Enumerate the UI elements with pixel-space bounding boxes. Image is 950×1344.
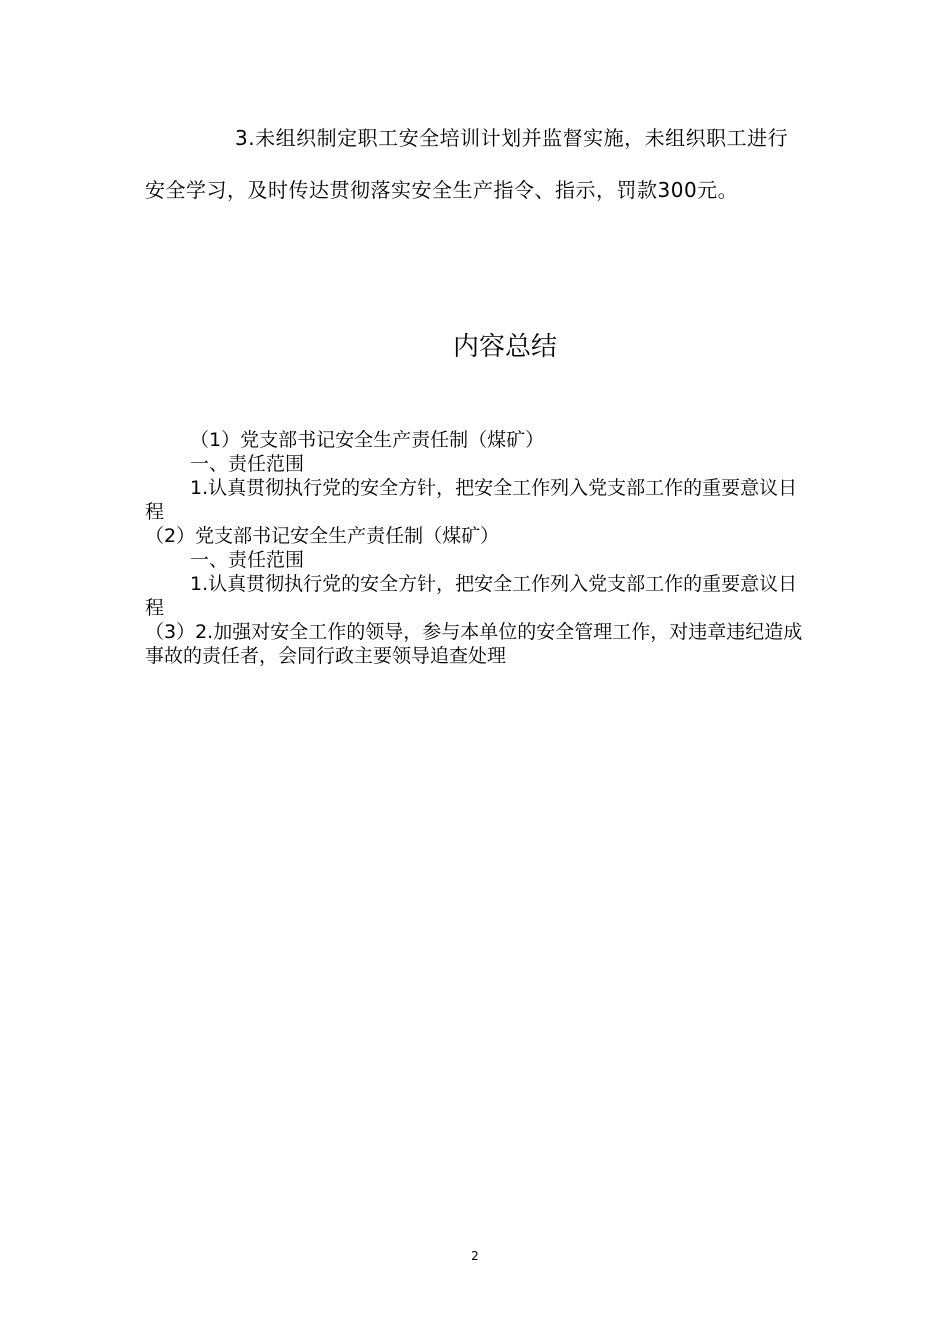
- summary-line: （2）党支部书记安全生产责任制（煤矿）: [145, 525, 500, 547]
- summary-line: （3）2.加强对安全工作的领导，参与本单位的安全管理工作，对违章违纪造成事故的责任者，会同行政主要领导追查处理: [145, 621, 803, 667]
- page-number: 2: [471, 1249, 479, 1263]
- intro-paragraph: 3.未组织制定职工安全培训计划并监督实施，未组织职工进行安全学习，及时传达贯彻落实安全生产指令、指示，罚款300元。: [145, 126, 789, 202]
- summary-line: （1）党支部书记安全生产责任制（煤矿）: [190, 429, 545, 451]
- summary-block: [145, 428, 810, 668]
- summary-title: 内容总结: [452, 332, 557, 362]
- summary-line: 一、责任范围: [190, 453, 305, 475]
- summary-line: 1.认真贯彻执行党的安全方针，把安全工作列入党支部工作的重要意议日程: [145, 573, 798, 619]
- summary-line: 一、责任范围: [190, 549, 305, 571]
- summary-line: 1.认真贯彻执行党的安全方针，把安全工作列入党支部工作的重要意议日程: [145, 477, 798, 523]
